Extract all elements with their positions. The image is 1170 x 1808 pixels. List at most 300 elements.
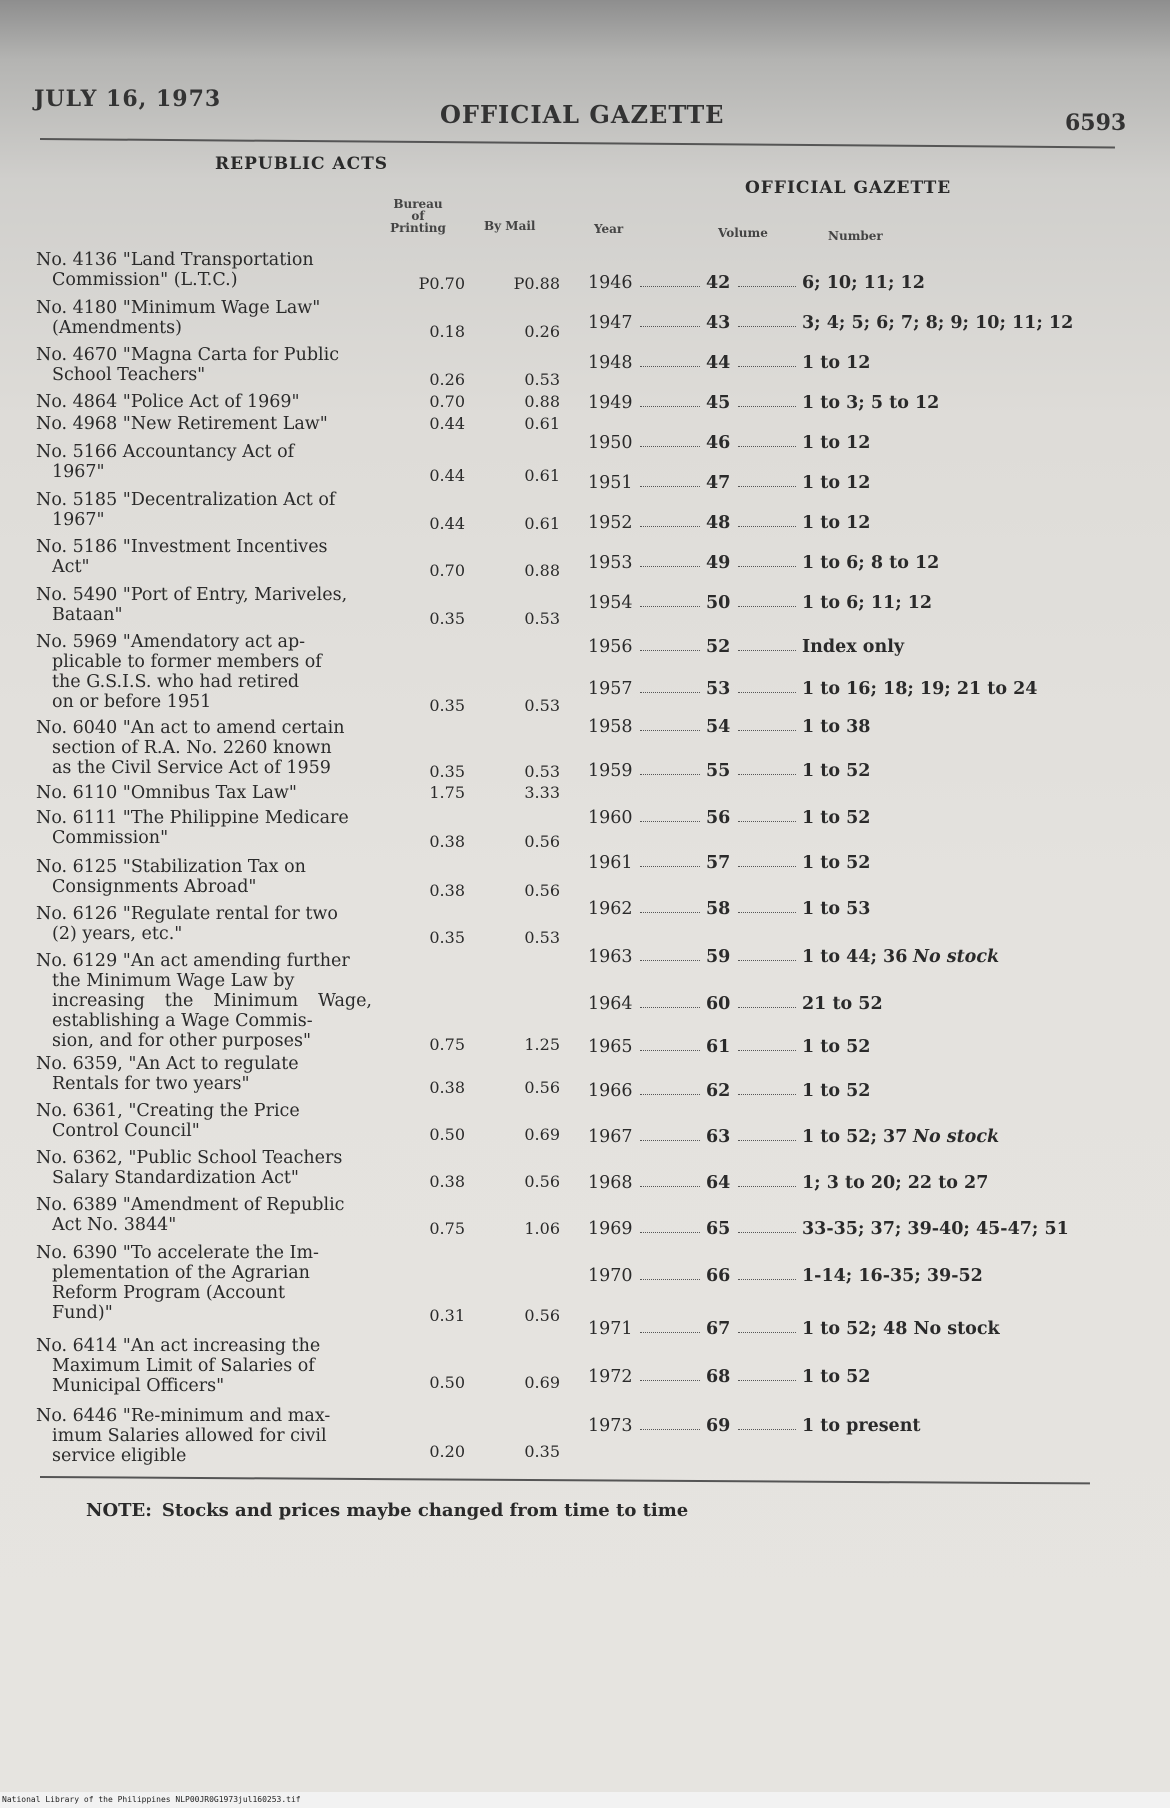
gazette-volume: 63 [706,1127,731,1147]
dot-leader [738,1273,796,1280]
dot-leader [738,360,796,367]
gazette-numbers: 1 to 12 [802,513,871,533]
dot-leader [640,1273,700,1280]
gazette-volume: 44 [706,353,731,373]
act-title-line: Commission" (L.T.C.) [52,270,238,290]
gazette-row [588,1366,1128,1388]
gazette-row [588,1126,1128,1148]
dot-leader [738,815,796,822]
gazette-year: 1971 [588,1319,633,1339]
dot-leader [640,1001,700,1008]
gazette-year: 1965 [588,1037,633,1057]
gazette-volume: 54 [706,717,731,737]
gazette-year: 1972 [588,1367,633,1387]
gazette-row [588,852,1128,874]
col-volume-header: Volume [718,226,768,240]
price-mail: 3.33 [524,783,560,802]
gazette-volume: 66 [706,1266,731,1286]
dot-leader [640,768,700,775]
act-title-line: No. 6414 "An act increasing the [36,1336,321,1356]
act-entry [36,904,372,944]
gazette-year: 1970 [588,1266,633,1286]
gazette-year: 1952 [588,513,633,533]
dot-leader [640,1423,700,1430]
act-title-line: Bataan" [52,605,123,625]
price-bureau: 0.35 [429,609,465,628]
gazette-volume: 56 [706,808,731,828]
gazette-row [588,716,1128,738]
gazette-row [588,1036,1128,1058]
gazette-numbers: 6; 10; 11; 12 [802,273,925,293]
gazette-numbers: 1 to 12 [802,433,871,453]
gazette-numbers: 1 to 52; 37 [802,1127,908,1147]
dot-leader [640,1134,700,1141]
act-title-line: No. 5166 Accountancy Act of [36,442,295,462]
act-title-line: No. 5969 "Amendatory act ap- [36,632,306,652]
price-mail: 0.56 [524,881,560,900]
price-bureau: 0.38 [429,832,465,851]
act-title-line: as the Civil Service Act of 1959 [52,758,331,778]
gazette-volume: 64 [706,1173,731,1193]
gazette-volume: 62 [706,1081,731,1101]
act-entry [36,808,372,848]
price-mail: 0.56 [524,1172,560,1191]
price-mail: 0.56 [524,832,560,851]
gazette-row [588,392,1128,414]
col-bureau-header: Bureau of Printing [390,197,446,235]
price-bureau: 0.38 [429,1172,465,1191]
price-bureau: 0.70 [429,561,465,580]
republic-acts-heading: REPUBLIC ACTS [215,154,389,174]
gazette-numbers: 1 to 44; 36 [802,947,908,967]
gazette-year: 1969 [588,1219,633,1239]
act-title-line: 1967" [52,462,105,482]
gazette-year: 1966 [588,1081,633,1101]
act-title-line: Act" [52,557,90,577]
price-bureau: 0.44 [429,466,465,485]
gazette-year: 1951 [588,473,633,493]
price-mail: 0.88 [524,392,560,411]
act-title-line: No. 5185 "Decentralization Act of [36,490,336,510]
dot-leader [640,860,700,867]
act-title-line: Act No. 3844" [52,1215,177,1235]
gazette-year: 1961 [588,853,633,873]
dot-leader [640,1226,700,1233]
dot-leader [640,1088,700,1095]
gazette-numbers: 1 to 52; 48 No stock [802,1319,1000,1339]
gazette-year: 1960 [588,808,633,828]
gazette-year: 1973 [588,1416,633,1436]
act-title-line: No. 4670 "Magna Carta for Public [36,345,340,365]
dot-leader [738,320,796,327]
gazette-volume: 45 [706,393,731,413]
dot-leader [738,1134,796,1141]
gazette-row [588,898,1128,920]
price-bureau: 0.75 [429,1035,465,1054]
price-mail: 0.61 [524,466,560,485]
price-mail: 0.53 [524,370,560,389]
dot-leader [640,1044,700,1051]
act-title-line: section of R.A. No. 2260 known [52,738,332,758]
act-title-line: No. 6125 "Stabilization Tax on [36,857,306,877]
dot-leader [738,480,796,487]
price-mail: 0.53 [524,696,560,715]
act-entry [36,250,372,290]
act-title-line: (2) years, etc." [52,924,183,944]
dot-leader [640,480,700,487]
act-entry [36,392,372,412]
gazette-numbers: 1 to 52 [802,808,871,828]
price-bureau: 0.70 [429,392,465,411]
price-bureau: 0.26 [429,370,465,389]
gazette-numbers: 1 to 52 [802,853,871,873]
gazette-year: 1949 [588,393,633,413]
gazette-stock-note: No stock [912,1127,1000,1147]
price-mail: 0.69 [524,1125,560,1144]
price-mail: 0.53 [524,928,560,947]
act-entry [36,1336,372,1396]
price-bureau: 0.38 [429,1078,465,1097]
dot-leader [640,1180,700,1187]
gazette-numbers: 1 to present [802,1416,921,1436]
act-title-line: plicable to former members of [52,652,322,672]
gazette-year: 1947 [588,313,633,333]
act-title-line: (Amendments) [52,318,182,338]
gazette-stock-note: No stock [912,947,1000,967]
gazette-year: 1967 [588,1127,633,1147]
gazette-volume: 47 [706,473,731,493]
act-entry [36,718,372,778]
gazette-year: 1964 [588,994,633,1014]
gazette-volume: 46 [706,433,731,453]
gazette-year: 1963 [588,947,633,967]
gazette-year: 1957 [588,679,633,699]
act-title-line: No. 4968 "New Retirement Law" [36,414,328,434]
gazette-numbers: 1-14; 16-35; 39-52 [802,1266,983,1286]
act-title-line: the G.S.I.S. who had retired [52,672,300,692]
price-bureau: 0.20 [429,1442,465,1461]
act-title-line: No. 6389 "Amendment of Republic [36,1195,345,1215]
act-entry [36,632,372,712]
price-bureau: 0.35 [429,696,465,715]
act-title-line: No. 6110 "Omnibus Tax Law" [36,783,297,803]
gazette-year: 1968 [588,1173,633,1193]
header-rule [40,138,1115,148]
gazette-row [588,592,1128,614]
gazette-row [588,1218,1128,1240]
dot-leader [738,768,796,775]
gazette-row [588,993,1128,1015]
dot-leader [738,954,796,961]
gazette-volume: 59 [706,947,731,967]
act-title-line: Control Council" [52,1121,200,1141]
header-date: JULY 16, 1973 [34,86,222,112]
act-title-line: School Teachers" [52,365,206,385]
price-bureau: 0.50 [429,1373,465,1392]
dot-leader [738,1088,796,1095]
act-entry [36,442,372,482]
gazette-volume: 65 [706,1219,731,1239]
price-bureau: 0.44 [429,514,465,533]
price-bureau: 0.75 [429,1219,465,1238]
bottom-rule [40,1476,1090,1484]
official-gazette-heading: OFFICIAL GAZETTE [745,178,952,198]
gazette-row [588,1318,1128,1340]
gazette-numbers: 1 to 38 [802,717,871,737]
price-bureau: 0.18 [429,322,465,341]
gazette-numbers: 1; 3 to 20; 22 to 27 [802,1173,989,1193]
gazette-numbers: 1 to 12 [802,353,871,373]
gazette-row [588,807,1128,829]
dot-leader [640,400,700,407]
act-title-line: the Minimum Wage Law by [52,971,295,991]
act-title-line: No. 5186 "Investment Incentives [36,537,328,557]
dot-leader [738,1374,796,1381]
dot-leader [640,1374,700,1381]
dot-leader [738,400,796,407]
gazette-volume: 58 [706,899,731,919]
price-bureau: 1.75 [429,783,465,802]
gazette-volume: 50 [706,593,731,613]
act-title-line: Commission" [52,828,169,848]
gazette-numbers: 1 to 6; 11; 12 [802,593,933,613]
gazette-year: 1962 [588,899,633,919]
gazette-row [588,312,1128,334]
act-title-line: No. 6129 "An act amending further [36,951,350,971]
gazette-numbers: 3; 4; 5; 6; 7; 8; 9; 10; 11; 12 [802,313,1074,333]
price-mail: 0.88 [524,561,560,580]
gazette-row [588,1415,1128,1437]
act-title-line: No. 6362, "Public School Teachers [36,1148,343,1168]
gazette-volume: 67 [706,1319,731,1339]
gazette-year: 1954 [588,593,633,613]
dot-leader [640,560,700,567]
gazette-numbers: 33-35; 37; 39-40; 45-47; 51 [802,1219,1069,1239]
act-entry [36,298,372,338]
act-title-line: Reform Program (Account [52,1283,286,1303]
gazette-row [588,472,1128,494]
dot-leader [738,1423,796,1430]
act-title-line: Maximum Limit of Salaries of [52,1356,315,1376]
dot-leader [738,1180,796,1187]
dot-leader [738,1044,796,1051]
act-title-line: No. 6361, "Creating the Price [36,1101,300,1121]
gazette-row [588,352,1128,374]
gazette-year: 1946 [588,273,633,293]
price-mail: 0.53 [524,762,560,781]
dot-leader [640,320,700,327]
act-title-line: service eligible [52,1446,187,1466]
gazette-numbers: 1 to 3; 5 to 12 [802,393,940,413]
header-title: OFFICIAL GAZETTE [440,100,725,129]
gazette-row [588,432,1128,454]
dot-leader [738,644,796,651]
gazette-volume: 42 [706,273,731,293]
gazette-numbers: 1 to 53 [802,899,871,919]
act-title-line: Fund)" [52,1303,113,1323]
price-mail: 0.61 [524,514,560,533]
note [86,1500,688,1521]
gazette-row [588,512,1128,534]
gazette-numbers: 1 to 52 [802,761,871,781]
scan-footer: National Library of the Philippines NLP00JR0G1973jul160253.tif [0,1792,1170,1808]
gazette-volume: 53 [706,679,731,699]
dot-leader [640,644,700,651]
dot-leader [640,520,700,527]
gazette-row [588,552,1128,574]
act-entry [36,783,372,803]
act-title-line: 1967" [52,510,105,530]
act-title-line: sion, and for other purposes" [52,1031,311,1051]
gazette-year: 1950 [588,433,633,453]
price-mail: 0.69 [524,1373,560,1392]
price-mail: 0.26 [524,322,560,341]
gazette-row [588,636,1128,658]
gazette-row [588,1172,1128,1194]
price-bureau: 0.35 [429,928,465,947]
act-title-line: on or before 1951 [52,692,212,712]
dot-leader [640,954,700,961]
gazette-volume: 48 [706,513,731,533]
act-title-line: No. 4180 "Minimum Wage Law" [36,298,321,318]
gazette-volume: 49 [706,553,731,573]
dot-leader [738,560,796,567]
dot-leader [738,686,796,693]
price-bureau: 0.31 [429,1306,465,1325]
col-mail-header: By Mail [484,219,536,233]
price-mail: 0.53 [524,609,560,628]
dot-leader [738,440,796,447]
act-entry [36,857,372,897]
price-mail: 0.56 [524,1306,560,1325]
gazette-volume: 69 [706,1416,731,1436]
dot-leader [738,1001,796,1008]
dot-leader [738,724,796,731]
gazette-volume: 57 [706,853,731,873]
gazette-row [588,1080,1128,1102]
act-entry [36,1101,372,1141]
dot-leader [738,1226,796,1233]
dot-leader [640,280,700,287]
gazette-volume: 52 [706,637,731,657]
price-mail: 1.25 [524,1035,560,1054]
act-title-line: No. 6040 "An act to amend certain [36,718,345,738]
act-title-line: imum Salaries allowed for civil [52,1426,327,1446]
price-mail: P0.88 [513,274,560,293]
col-number-header: Number [828,229,883,243]
dot-leader [640,815,700,822]
act-title-line: No. 4136 "Land Transportation [36,250,314,270]
dot-leader [738,860,796,867]
act-entry [36,1054,372,1094]
act-entry [36,1406,372,1466]
col-year-header: Year [594,222,624,236]
act-title-line: No. 5490 "Port of Entry, Mariveles, [36,585,348,605]
dot-leader [738,906,796,913]
gazette-numbers: 21 to 52 [802,994,883,1014]
gazette-numbers: 1 to 12 [802,473,871,493]
gazette-numbers: 1 to 6; 8 to 12 [802,553,940,573]
gazette-volume: 55 [706,761,731,781]
act-entry [36,537,372,577]
price-mail: 1.06 [524,1219,560,1238]
price-bureau: 0.35 [429,762,465,781]
dot-leader [640,600,700,607]
price-bureau: 0.50 [429,1125,465,1144]
act-title-line: No. 6390 "To accelerate the Im- [36,1243,319,1263]
dot-leader [738,600,796,607]
dot-leader [738,1326,796,1333]
act-title-line: Consignments Abroad" [52,877,257,897]
act-entry [36,490,372,530]
act-title-line: No. 6111 "The Philippine Medicare [36,808,349,828]
gazette-volume: 43 [706,313,731,333]
note-label: NOTE: [86,1500,152,1521]
act-entry [36,1243,372,1323]
dot-leader [640,686,700,693]
act-title-line: Salary Standardization Act" [52,1168,299,1188]
gazette-row [588,272,1128,294]
dot-leader [640,906,700,913]
gazette-year: 1959 [588,761,633,781]
page-number: 6593 [1065,110,1127,136]
gazette-row [588,760,1128,782]
gazette-volume: 60 [706,994,731,1014]
act-entry [36,1195,372,1235]
gazette-year: 1956 [588,637,633,657]
act-title-line: plementation of the Agrarian [52,1263,310,1283]
gazette-volume: 61 [706,1037,731,1057]
price-bureau: 0.44 [429,414,465,433]
dot-leader [738,520,796,527]
dot-leader [640,360,700,367]
act-entry [36,1148,372,1188]
act-title-line: No. 6446 "Re-minimum and max- [36,1406,331,1426]
price-bureau: P0.70 [418,274,465,293]
gazette-numbers: 1 to 16; 18; 19; 21 to 24 [802,679,1038,699]
act-title-line: Municipal Officers" [52,1376,225,1396]
dot-leader [738,280,796,287]
price-bureau: 0.38 [429,881,465,900]
note-text: Stocks and prices maybe changed from time to time [161,1500,689,1521]
act-entry [36,585,372,625]
dot-leader [640,440,700,447]
dot-leader [640,724,700,731]
act-title-line: increasing the Minimum Wage, establishing a Wage Commis- [52,991,372,1031]
gazette-row [588,678,1128,700]
gazette-numbers: 1 to 52 [802,1367,871,1387]
gazette-volume: 68 [706,1367,731,1387]
price-mail: 0.61 [524,414,560,433]
gazette-year: 1953 [588,553,633,573]
gazette-numbers: Index only [802,637,905,657]
gazette-row [588,946,1128,968]
act-entry [36,414,372,434]
gazette-numbers: 1 to 52 [802,1037,871,1057]
gazette-year: 1958 [588,717,633,737]
gazette-year: 1948 [588,353,633,373]
act-title-line: Rentals for two years" [52,1074,250,1094]
dot-leader [640,1326,700,1333]
gazette-row [588,1265,1128,1287]
act-entry [36,345,372,385]
act-title-line: No. 6126 "Regulate rental for two [36,904,338,924]
act-title-line: No. 6359, "An Act to regulate [36,1054,299,1074]
act-title-line: No. 4864 "Police Act of 1969" [36,392,300,412]
gazette-numbers: 1 to 52 [802,1081,871,1101]
act-entry [36,951,372,1051]
price-mail: 0.35 [524,1442,560,1461]
